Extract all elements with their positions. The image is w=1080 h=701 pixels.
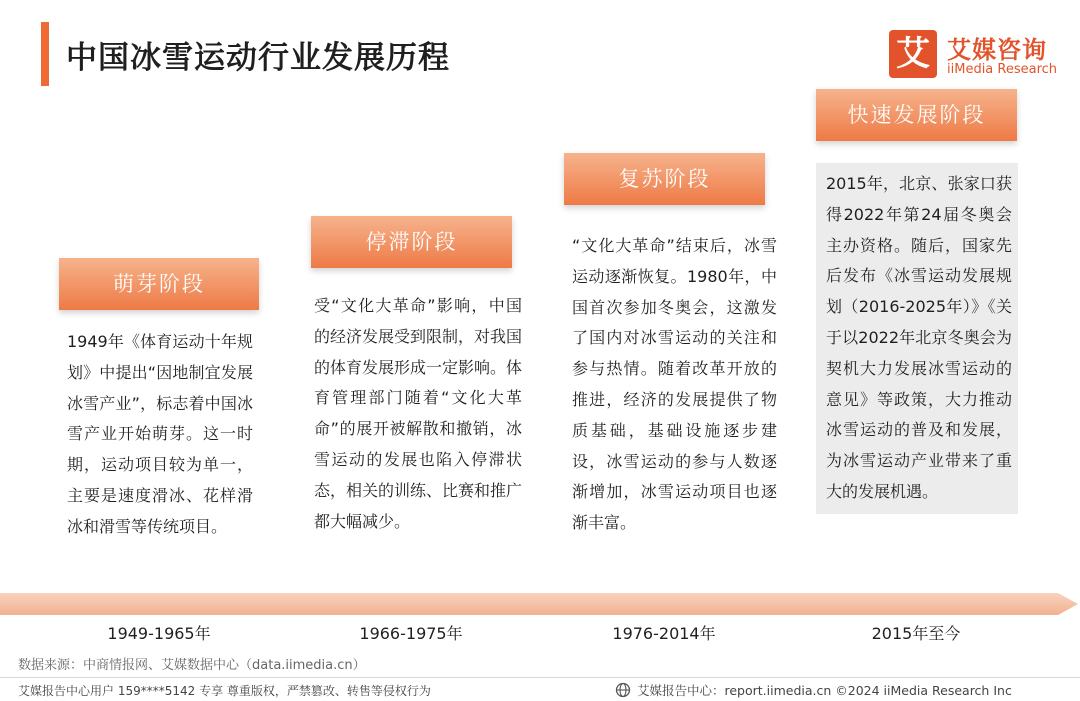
stage-header-recovery: 复苏阶段: [564, 153, 765, 205]
logo-mark: 艾: [889, 30, 937, 78]
page-title: 中国冰雪运动行业发展历程: [66, 40, 450, 76]
period-label-sprout: 1949-1965年: [107, 624, 211, 643]
title-accent-bar: [41, 22, 49, 86]
stage-text-sprout: 1949年《体育运动十年规划》中提出“因地制宜发展冰雪产业”，标志着中国冰雪产业开始萌芽。这一时期，运动项目较为单一，主要是速度滑冰、花样滑冰和滑雪等传统项目。: [67, 332, 253, 536]
globe-icon: [615, 682, 631, 698]
footer-divider: [0, 677, 1080, 678]
logo-cn-text: 艾媒咨询: [947, 36, 1047, 64]
stage-header-sprout: 萌芽阶段: [59, 258, 259, 310]
stage-text-recovery: “文化大革命”结束后，冰雪运动逐渐恢复。1980年，中国首次参加冬奥会，这激发了国内对冰雪运动的关注和参与热情。随着改革开放的推进，经济的发展提供了物质基础，基础设施逐步建设，冰雪运动的参与人数逐渐增加，冰雪运动项目也逐渐丰富。: [572, 236, 777, 533]
stage-text-stagnation: 受“文化大革命”影响，中国的经济发展受到限制，对我国的体育发展形成一定影响。体育管理部门随着“文化大革命”的展开被解散和撤销，冰雪运动的发展也陷入停滞状态，相关的训练、比赛和推广都大幅减少。: [314, 296, 523, 531]
brand-logo: [889, 30, 1067, 82]
footer-site-info: [615, 681, 1012, 699]
stage-header-rapid: 快速发展阶段: [816, 89, 1017, 141]
period-label-stagnation: 1966-1975年: [359, 624, 463, 643]
footer-copyright-notice: 艾媒报告中心用户 159****5142 专享 尊重版权，严禁篡改、转售等侵权行为: [18, 684, 431, 698]
period-label-rapid: 2015年至今: [871, 624, 961, 643]
stage-header-stagnation: 停滞阶段: [311, 216, 512, 268]
data-source: 数据来源：中商情报网、艾媒数据中心（data.iimedia.cn）: [18, 658, 366, 673]
timeline-arrow: [0, 591, 1080, 617]
period-label-recovery: 1976-2014年: [612, 624, 716, 643]
footer-site-text[interactable]: 艾媒报告中心：report.iimedia.cn ©2024 iiMedia Research Inc: [637, 683, 1012, 698]
logo-en-text: iiMedia Research: [947, 62, 1058, 77]
stage-text-rapid: 2015年，北京、张家口获得2022年第24届冬奥会主办资格。随后，国家先后发布《冰雪运动发展规划（2016-2025年）》《关于以2022年北京冬奥会为契机大力发展冰雪运动的意见》等政策，大力推动冰雪运动的普及和发展，为冰雪运动产业带来了重大的发展机遇。: [816, 163, 1018, 514]
